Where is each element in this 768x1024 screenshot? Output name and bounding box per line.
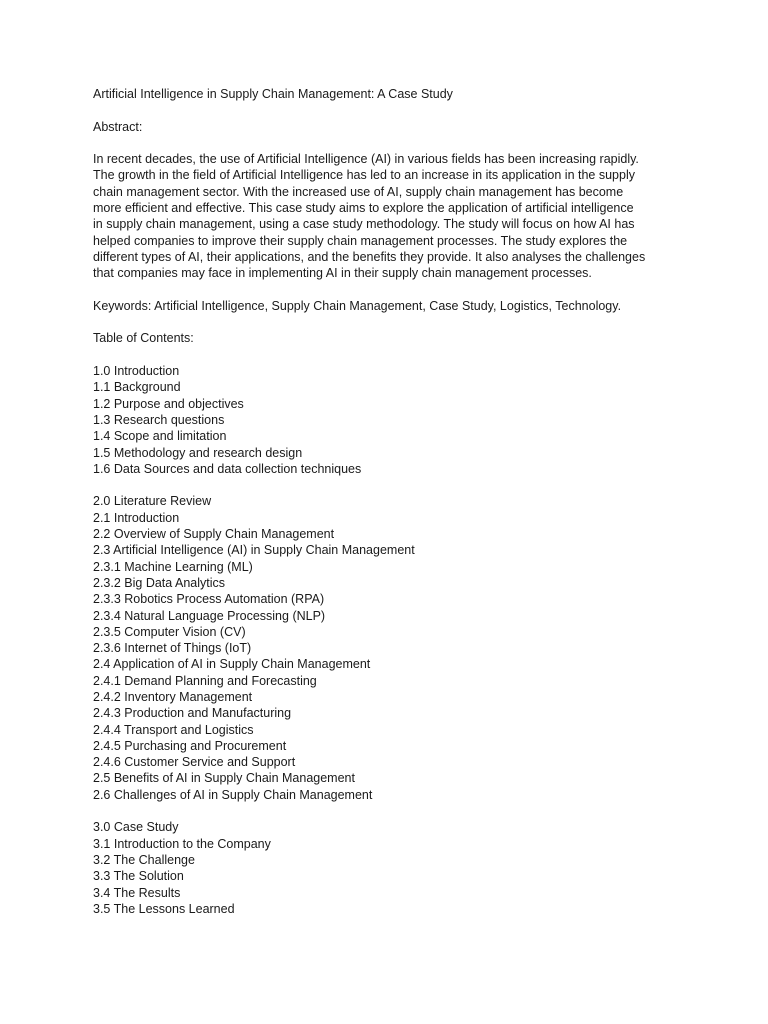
toc-section-2 (93, 493, 693, 803)
toc-entry: 3.4 The Results (93, 885, 181, 900)
toc-heading: Table of Contents: (93, 331, 194, 346)
document-title: Artificial Intelligence in Supply Chain Management: A Case Study (93, 87, 453, 101)
abstract-line: In recent decades, the use of Artificial Intelligence (AI) in various fields has been increasing rapidly. (93, 152, 639, 167)
toc-entry: 1.1 Background (93, 380, 181, 395)
toc-entry: 2.3.3 Robotics Process Automation (RPA) (93, 592, 325, 607)
toc-entry: 2.3.4 Natural Language Processing (NLP) (93, 608, 326, 623)
toc-entry: 1.3 Research questions (93, 412, 225, 427)
toc-entry: 2.4.3 Production and Manufacturing (93, 706, 292, 721)
document-page (93, 86, 693, 933)
toc-entry: 2.4.5 Purchasing and Procurement (93, 738, 287, 753)
abstract-line: helped companies to improve their supply chain management processes. The study explores the (93, 233, 628, 248)
toc-entry: 2.3.5 Computer Vision (CV) (93, 624, 246, 639)
abstract-heading: Abstract: (93, 119, 143, 134)
toc-entry: 1.6 Data Sources and data collection techniques (93, 461, 362, 476)
toc-entry: 3.0 Case Study (93, 820, 179, 835)
toc-entry: 2.0 Literature Review (93, 494, 212, 509)
toc-entry: 2.3.6 Internet of Things (IoT) (93, 641, 252, 656)
toc-entry: 2.3 Artificial Intelligence (AI) in Supply Chain Management (93, 543, 415, 558)
toc-entry: 2.4.4 Transport and Logistics (93, 722, 254, 737)
toc-entry: 2.6 Challenges of AI in Supply Chain Management (93, 787, 373, 802)
toc-entry: 3.3 The Solution (93, 869, 184, 884)
abstract-paragraph (93, 151, 693, 281)
abstract-line: The growth in the field of Artificial Intelligence has led to an increase in its application in the supply (93, 168, 635, 183)
abstract-line: that companies may face in implementing AI in their supply chain management processes. (93, 266, 592, 281)
toc-entry: 1.4 Scope and limitation (93, 429, 227, 444)
keywords-line: Keywords: Artificial Intelligence, Supply Chain Management, Case Study, Logistics, Technology. (93, 298, 622, 313)
toc-entry: 3.2 The Challenge (93, 852, 195, 867)
toc-entry: 2.3.2 Big Data Analytics (93, 575, 226, 590)
toc-entry: 2.4.2 Inventory Management (93, 689, 253, 704)
toc-entry: 3.1 Introduction to the Company (93, 836, 271, 851)
abstract-line: more efficient and effective. This case study aims to explore the application of artificial intelligence (93, 201, 634, 216)
toc-entry: 2.4 Application of AI in Supply Chain Management (93, 657, 371, 672)
toc-entry: 2.1 Introduction (93, 510, 180, 525)
toc-entry: 1.0 Introduction (93, 364, 180, 379)
toc-entry: 2.3.1 Machine Learning (ML) (93, 559, 253, 574)
toc-section-1 (93, 363, 693, 477)
toc-section-3 (93, 819, 693, 917)
toc-entry: 1.5 Methodology and research design (93, 445, 303, 460)
abstract-line: chain management sector. With the increased use of AI, supply chain management has become (93, 184, 624, 199)
abstract-line: in supply chain management, using a case study methodology. The study will focus on how AI has (93, 217, 635, 232)
toc-entry: 1.2 Purpose and objectives (93, 396, 244, 411)
toc-entry: 2.4.6 Customer Service and Support (93, 755, 296, 770)
toc-entry: 2.4.1 Demand Planning and Forecasting (93, 673, 317, 688)
toc-entry: 2.5 Benefits of AI in Supply Chain Management (93, 771, 355, 786)
toc-entry: 3.5 The Lessons Learned (93, 901, 235, 916)
toc-entry: 2.2 Overview of Supply Chain Management (93, 527, 335, 542)
abstract-line: different types of AI, their applications, and the benefits they provide. It also analyses the challenges (93, 249, 646, 264)
